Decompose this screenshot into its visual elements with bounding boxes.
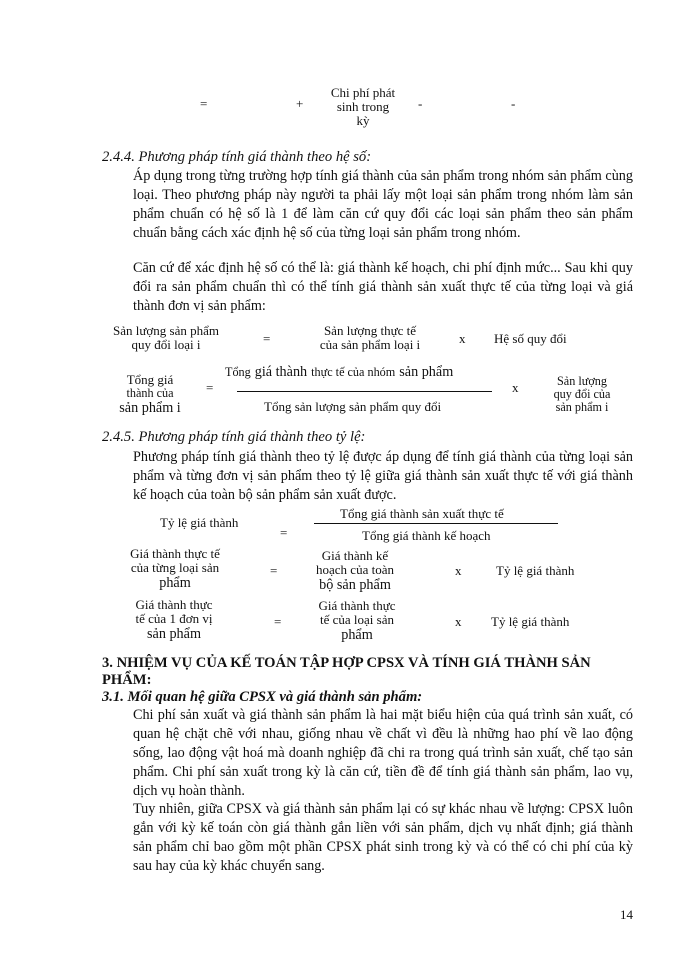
paragraph	[103, 167, 633, 243]
formula3-denominator: Tổng giá thành kế hoạch	[362, 528, 491, 543]
formula4-times: x	[455, 563, 462, 578]
formula2-denominator: Tổng sản lượng sản phẩm quy đổi	[264, 399, 442, 414]
top-formula-plus: +	[296, 96, 304, 111]
formula2-rhs-line: sản phẩm i	[555, 400, 609, 414]
formula4-mid	[305, 549, 405, 593]
formula1-lhs-line: Sản lượng sản phẩm	[113, 323, 219, 338]
section-heading-3-1-text: 3.1. Mối quan hệ giữa CPSX và giá thành sản phẩm:	[102, 689, 423, 705]
paragraph	[103, 706, 633, 801]
formula1-equals: =	[263, 331, 271, 346]
formula5-mid-line: phẩm	[341, 627, 373, 643]
top-formula-minus: -	[511, 96, 516, 111]
formula5-lhs	[122, 598, 226, 642]
formula4-lhs	[108, 547, 242, 591]
formula4-lhs-line: của từng loại sản	[130, 560, 220, 575]
formula3-equals: =	[280, 525, 288, 540]
formula2-numerator	[225, 363, 453, 381]
formula2-num-part: giá thành	[254, 364, 308, 380]
formula4-equals: =	[270, 563, 278, 578]
formula2-fraction-bar	[237, 391, 492, 392]
formula4-mid-line: Giá thành kế	[321, 548, 389, 563]
formula1-times: x	[459, 331, 466, 346]
formula5-equals: =	[274, 614, 282, 629]
formula5-times: x	[455, 614, 462, 629]
top-formula-equals: =	[200, 96, 208, 111]
paragraph-text: Phương pháp tính giá thành theo tỷ lệ được áp dụng để tính giá thành của từng loại sản phẩm và từng đơn vị sản phẩm theo tỷ lệ giữa giá thành sản xuất thực tế với giá thành kế hoạch của toàn bộ sản phẩm sản xuất được.	[133, 449, 633, 503]
formula3-fraction-bar	[314, 523, 558, 524]
formula4-mid-line: bộ sản phẩm	[319, 577, 391, 593]
formula2-num-part: Tổng	[225, 365, 251, 379]
formula2-rhs-line: Sản lượng	[557, 374, 607, 388]
formula1-lhs-line: quy đổi loại i	[131, 337, 201, 352]
formula2-lhs	[100, 373, 200, 416]
formula2-lhs-line: Tổng giá	[126, 372, 174, 387]
top-formula-cost-line: kỳ	[356, 113, 370, 128]
section-heading-2-4-5: 2.4.5. Phương pháp tính giá thành theo tỷ lệ:	[102, 429, 366, 445]
top-formula-cost-label	[318, 86, 408, 128]
formula5-lhs-line: sản phẩm	[147, 626, 201, 642]
paragraph	[103, 448, 633, 505]
paragraph	[103, 259, 633, 316]
formula1-mid-line: Sản lượng thực tế	[323, 323, 417, 338]
formula4-rhs: Tỷ lệ giá thành	[496, 563, 575, 578]
formula3-lhs: Tỷ lệ giá thành	[160, 515, 239, 530]
formula2-num-part: sản phẩm	[399, 364, 454, 380]
formula2-equals: =	[206, 380, 214, 395]
formula2-times: x	[512, 380, 519, 395]
formula5-mid-line: tế của loại sản	[320, 612, 394, 627]
formula2-rhs	[546, 375, 618, 414]
top-formula-minus: -	[418, 96, 423, 111]
top-formula-cost-line: sinh trong	[336, 99, 390, 114]
top-formula-cost-line: Chi phí phát	[330, 85, 396, 100]
formula2-lhs-line: thành của	[126, 386, 174, 400]
paragraph-text: Tuy nhiên, giữa CPSX và giá thành sản phẩm lại có sự khác nhau về lượng: CPSX luôn gắn với kỳ kế toán còn giá thành gắn liền với sản phẩm, dịch vụ nhất định; giá thành sản phẩm chỉ bao gồm một phần CPSX phát sinh trong kỳ và có thể có chi phí của kỳ sau hay của kỳ khác chuyển sang.	[133, 801, 633, 874]
formula5-rhs: Tỷ lệ giá thành	[491, 614, 570, 629]
formula5-mid	[305, 599, 409, 643]
formula2-num-part: thực tế của nhóm	[311, 365, 396, 379]
page-number: 14	[620, 907, 633, 922]
paragraph-text: Áp dụng trong từng trường hợp tính giá thành của sản phẩm trong nhóm sản phẩm cùng loại. Theo phương pháp này người ta phải lấy một loại sản phẩm trong nhóm làm sản phẩm chuẩn có hệ số là 1 để làm căn cứ quy đổi các loại sản phẩm theo sản phẩm chuẩn bằng cách xác định hệ số của từng loại sản phẩm trong nhóm.	[133, 168, 633, 241]
formula1-rhs: Hệ số quy đổi	[494, 331, 567, 346]
formula4-lhs-line: phẩm	[159, 575, 191, 591]
formula1-lhs	[96, 324, 236, 352]
formula2-rhs-line: quy đổi của	[553, 387, 611, 401]
formula4-mid-line: hoạch của toàn	[316, 562, 394, 577]
formula5-mid-line: Giá thành thực	[318, 598, 396, 613]
formula1-mid	[300, 324, 440, 352]
formula5-lhs-line: tế của 1 đơn vị	[135, 611, 213, 626]
paragraph-text: Chi phí sản xuất và giá thành sản phẩm là hai mặt biểu hiện của quá trình sản xuất, có quan hệ chặt chẽ với nhau, giống nhau về chất vì đều là những hao phí về lao động sống, lao động vật hoá mà doanh nghiệp đã chi ra trong quá trình sản xuất, chế tạo sản phẩm. Chi phí sản xuất trong kỳ là căn cứ, tiền đề để tính giá thành sản phẩm, lao vụ, dịch vụ hoàn thành.	[133, 707, 633, 799]
section-heading-3-text: 3. NHIỆM VỤ CỦA KẾ TOÁN TẬP HỢP CPSX VÀ TÍNH GIÁ THÀNH SẢN PHẨM:	[102, 655, 591, 688]
formula3-numerator: Tổng giá thành sản xuất thực tế	[340, 506, 504, 521]
section-heading-3-1	[102, 689, 422, 706]
formula5-lhs-line: Giá thành thực	[135, 597, 213, 612]
section-heading-2-4-4: 2.4.4. Phương pháp tính giá thành theo hệ số:	[102, 149, 372, 165]
formula4-lhs-line: Giá thành thực tế	[130, 546, 220, 561]
formula1-mid-line: của sản phẩm loại i	[319, 337, 421, 352]
paragraph	[103, 800, 633, 876]
section-heading-3	[102, 655, 642, 689]
formula2-lhs-line: sản phẩm i	[119, 400, 181, 416]
paragraph-text: Căn cứ để xác định hệ số có thể là: giá thành kế hoạch, chi phí định mức... Sau khi quy đổi ra sản phẩm chuẩn thì có thể tính giá thành sản xuất thực tế của từng loại và giá thành đơn vị sản phẩm:	[133, 260, 633, 314]
